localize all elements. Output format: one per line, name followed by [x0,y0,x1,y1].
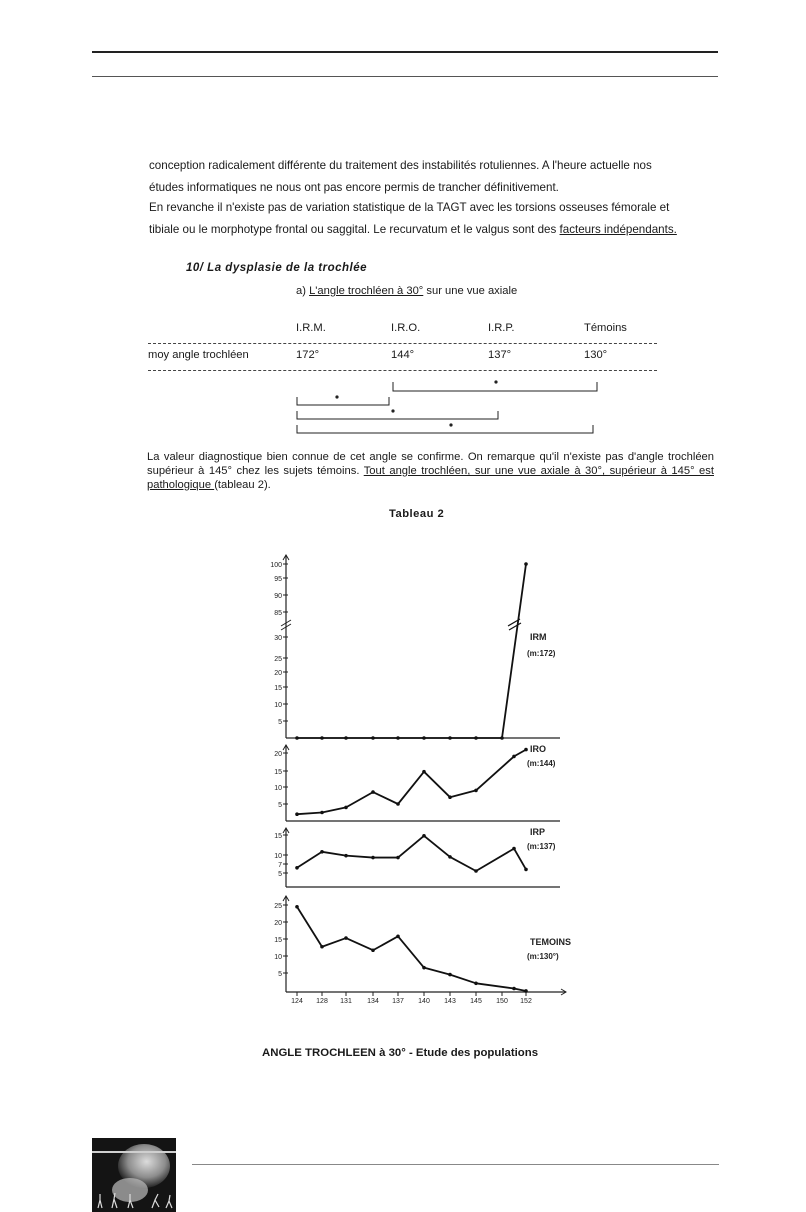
y-tick-label-iro-3: 5 [278,802,282,809]
data-point-irm-7 [474,736,478,740]
series-name-irp: IRP [530,827,546,837]
y-tick-label-temoins-4: 5 [278,971,282,978]
x-tick-label-1: 128 [316,998,328,1005]
table-value-iro: 144° [391,349,415,361]
data-point-irp-9 [524,868,528,872]
y-tick-label-temoins-0: 25 [274,903,282,910]
series-line-irp [297,836,526,871]
paragraph-3-underlined: Tout angle trochléen, sur une vue axiale à 30°, supérieur à 145° est pathologique [147,465,714,491]
series-name-iro: IRO [530,744,547,754]
table-header-iro: I.R.O. [391,322,421,334]
x-tick-label-5: 140 [418,998,430,1005]
data-point-irp-2 [344,854,348,858]
data-point-irp-7 [474,869,478,873]
y-tick-label-irm-2: 90 [274,593,282,600]
data-point-temoins-8 [512,987,516,991]
x-tick-label-2: 131 [340,998,352,1005]
x-tick-label-0: 124 [291,998,303,1005]
series-label-irm: (m:172) [527,649,556,658]
y-tick-label-irm-9: 5 [278,719,282,726]
series-label-temoins: (m:130°) [527,952,559,961]
y-tick-label-iro-0: 20 [274,751,282,758]
table-value-irp: 137° [488,349,512,361]
table-row-label: moy angle trochléen [148,349,249,361]
y-tick-label-irm-7: 15 [274,685,282,692]
paragraph-2-underlined: facteurs indépendants. [559,222,677,236]
data-point-iro-0 [295,812,299,816]
footer-logo [92,1138,176,1212]
data-point-temoins-1 [320,945,324,949]
data-point-irm-6 [448,736,452,740]
data-point-irp-6 [448,855,452,859]
series-label-iro: (m:144) [527,759,556,768]
series-line-iro [297,750,526,815]
tableau-title: Tableau 2 [389,508,445,520]
y-tick-label-irp-1: 10 [274,853,282,860]
data-point-iro-5 [422,770,426,774]
subheading-underlined: L'angle trochléen à 30° [309,285,424,297]
data-point-irp-0 [295,866,299,870]
data-point-irm-2 [344,736,348,740]
table-header-irm: I.R.M. [296,322,326,334]
data-point-temoins-6 [448,973,452,977]
data-point-irm-3 [371,736,375,740]
paragraph-1-line-1: conception radicalement différente du traitement des instabilités rotuliennes. A l'heure actuelle nos [149,159,652,172]
y-tick-label-irm-3: 85 [274,610,282,617]
paragraph-1-line-2: études informatiques ne nous ont pas encore permis de trancher définitivement. [149,180,559,194]
section-heading: 10/ La dysplasie de la trochlée [186,262,368,274]
data-point-irm-4 [396,736,400,740]
paragraph-2-line-1: En revanche il n'existe pas de variation statistique de la TAGT avec les torsions osseuses fémorale et [149,201,670,214]
data-point-irp-1 [320,850,324,854]
data-point-iro-6 [448,795,452,799]
subheading-prefix: a) [296,285,310,297]
data-point-irm-1 [320,736,324,740]
data-point-iro-3 [371,790,375,794]
series-label-irp: (m:137) [527,842,556,851]
data-point-temoins-2 [344,936,348,940]
y-tick-label-irm-5: 25 [274,656,282,663]
y-tick-label-temoins-2: 15 [274,937,282,944]
x-tick-label-8: 150 [496,998,508,1005]
series-name-irm: IRM [530,632,547,642]
paragraph-3-ref: (tableau 2). [214,479,271,491]
y-tick-label-iro-1: 15 [274,769,282,776]
table-header-temoins: Témoins [584,322,627,334]
data-point-iro-2 [344,806,348,810]
data-point-irm-5 [422,736,426,740]
x-tick-label-6: 143 [444,998,456,1005]
series-name-temoins: TEMOINS [530,937,572,947]
y-tick-label-irm-6: 20 [274,670,282,677]
paragraph-3-text: La valeur diagnostique bien connue de cet angle se confirme. On remarque qu'il n'existe pas d'angle trochléen supérieur à 145° chez les sujets témoins. [147,451,714,477]
data-point-iro-1 [320,811,324,815]
paragraph-2-text: tibiale ou le morphotype frontal ou saggital. Le recurvatum et le valgus sont des [149,222,560,236]
y-tick-label-temoins-1: 20 [274,920,282,927]
data-point-irp-3 [371,856,375,860]
data-point-irp-5 [422,834,426,838]
data-point-temoins-4 [396,935,400,939]
footer-rule [192,1164,719,1165]
y-tick-label-irp-3: 5 [278,871,282,878]
y-tick-label-irp-0: 15 [274,833,282,840]
y-tick-label-irm-1: 95 [274,576,282,583]
x-tick-label-9: 152 [520,998,532,1005]
data-point-temoins-5 [422,966,426,970]
x-tick-label-4: 137 [392,998,404,1005]
series-line-temoins [297,907,526,991]
data-point-temoins-7 [474,982,478,986]
table-value-irm: 172° [296,349,320,361]
x-tick-label-7: 145 [470,998,482,1005]
y-tick-label-irm-8: 10 [274,702,282,709]
y-tick-label-temoins-3: 10 [274,954,282,961]
data-point-irm-9 [524,562,528,566]
table-header-irp: I.R.P. [488,322,515,334]
table-value-temoins: 130° [584,349,608,361]
data-point-iro-7 [474,789,478,793]
data-point-temoins-3 [371,948,375,952]
data-point-irp-4 [396,856,400,860]
chart-caption: ANGLE TROCHLEEN à 30° - Etude des populations [262,1047,539,1059]
y-tick-label-iro-2: 10 [274,785,282,792]
y-tick-label-irm-0: 100 [270,562,282,569]
data-point-iro-8 [512,755,516,759]
data-point-irp-8 [512,847,516,851]
data-point-iro-4 [396,802,400,806]
data-point-irm-0 [295,736,299,740]
subheading-suffix: sur une vue axiale [423,285,518,297]
data-point-irm-8 [500,736,504,740]
y-tick-label-irm-4: 30 [274,635,282,642]
data-point-iro-9 [524,748,528,752]
series-line-irm [297,564,526,738]
x-tick-label-3: 134 [367,998,379,1005]
data-point-temoins-0 [295,905,299,909]
y-tick-label-irp-2: 7 [278,862,282,869]
